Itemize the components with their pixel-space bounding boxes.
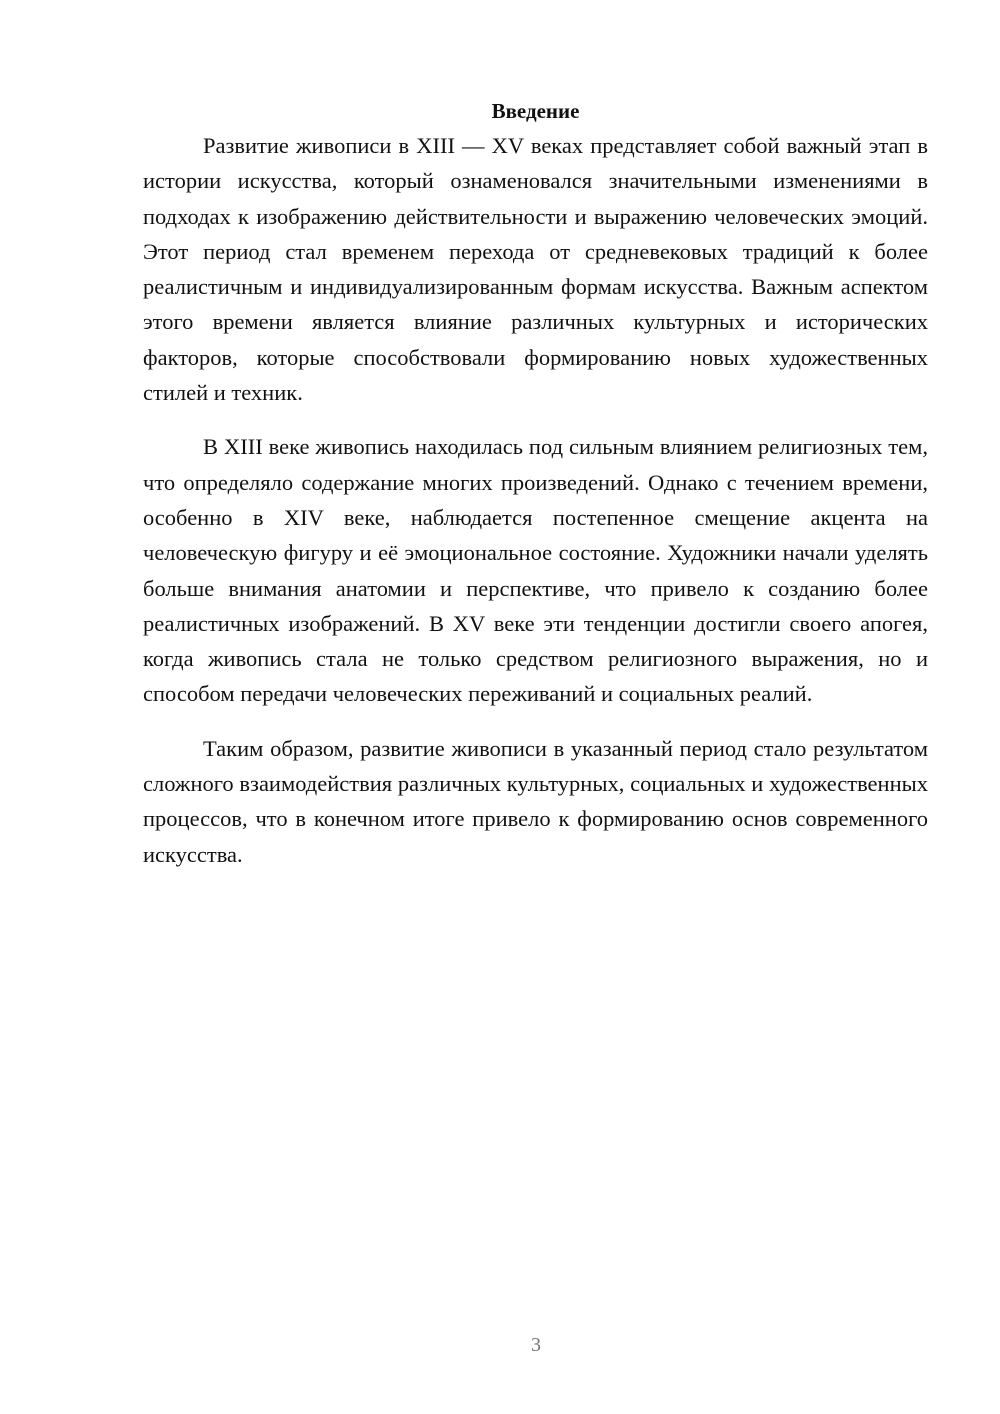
page-title: Введение	[491, 99, 580, 123]
paragraph-2: В XIII веке живопись находилась под сильным влиянием религиозных тем, что определяло содержание многих произведений. Однако с течением времени, особенно в XIV веке, наблюдается постепенное смещение акцента на человеческую фигуру и её эмоциональное состояние. Художники начали уделять больше внимания анатомии и перспективе, что привело к созданию более реалистичных изображений. В XV веке эти тенденции достигли своего апогея, когда живопись стала не только средством религиозного выражения, но и способом передачи человеческих переживаний и социальных реалий.	[143, 434, 928, 707]
page-number: 3	[531, 1334, 541, 1356]
paragraph-3: Таким образом, развитие живописи в указанный период стало результатом сложного взаимодействия различных культурных, социальных и художественных процессов, что в конечном итоге привело к формированию основ современного искусства.	[143, 735, 928, 867]
page-content	[143, 95, 928, 872]
paragraph-1: Развитие живописи в XIII — XV веках представляет собой важный этап в истории искусства, который ознаменовался значительными изменениями в подходах к изображению действительности и выражению человеческих эмоций. Этот период стал временем перехода от средневековых традиций к более реалистичным и индивидуализированным формам искусства. Важным аспектом этого времени является влияние различных культурных и исторических факторов, которые способствовали формированию новых художественных стилей и техник.	[143, 133, 928, 406]
